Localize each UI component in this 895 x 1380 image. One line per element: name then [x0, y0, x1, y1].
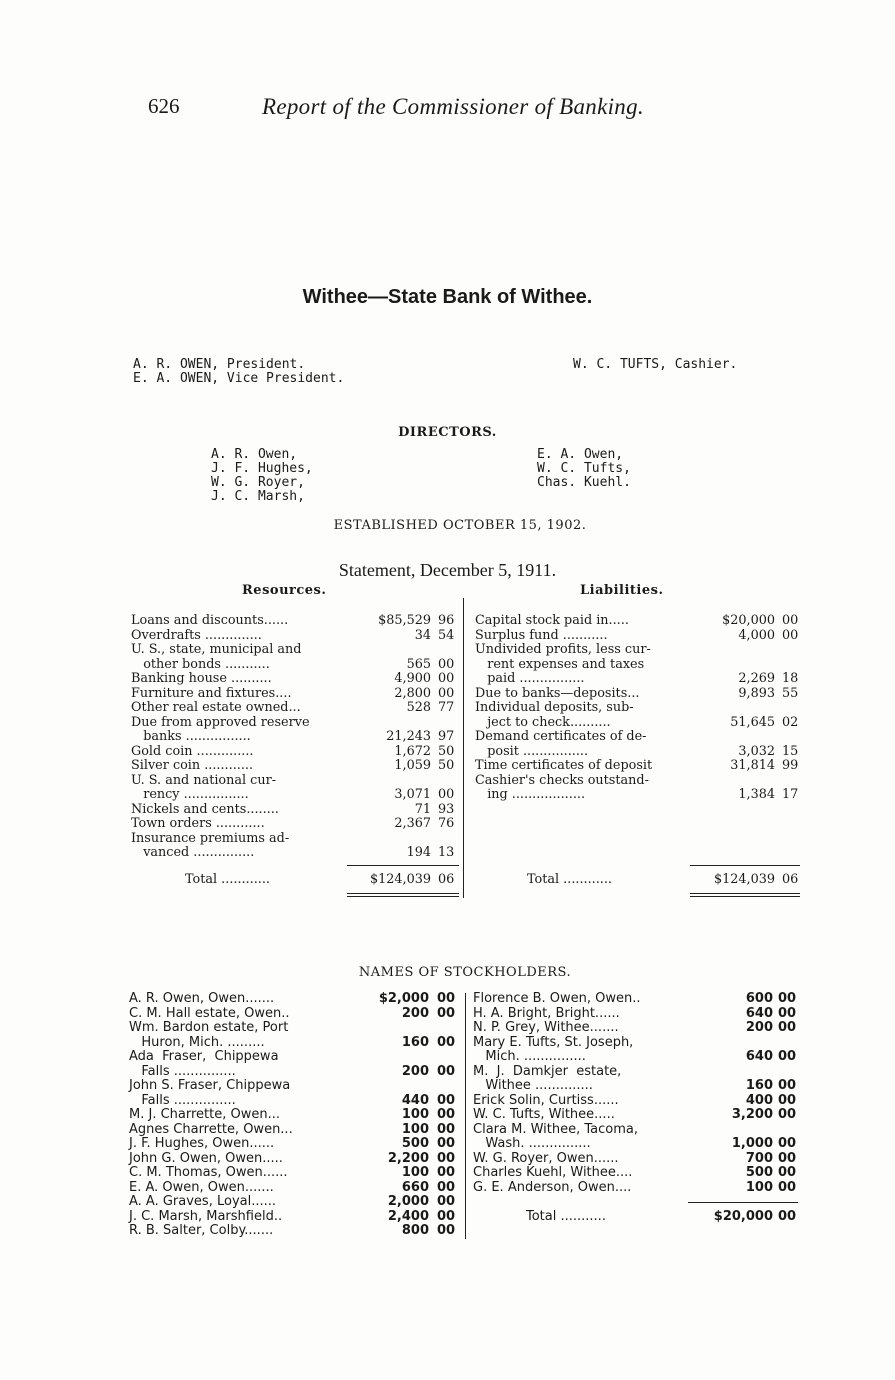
resource-row: [131, 658, 461, 673]
stockholder-row: [129, 1050, 459, 1065]
row-cents: 00: [437, 1179, 456, 1195]
resource-row: [131, 614, 461, 629]
row-label: G. E. Anderson, Owen....: [473, 1179, 632, 1195]
officer-vice-president: E. A. OWEN, Vice President.: [133, 371, 345, 386]
stockholder-row: [473, 1137, 803, 1152]
stockholder-row: [473, 1021, 803, 1036]
row-label: Furniture and fixtures....: [131, 685, 292, 701]
liability-row: [475, 716, 805, 731]
row-label: A. R. Owen, Owen.......: [129, 991, 275, 1006]
stockholder-row: [473, 1050, 803, 1065]
row-cents: 54: [438, 627, 455, 643]
row-label: Florence B. Owen, Owen..: [473, 991, 641, 1006]
stockholder-row: [129, 1210, 459, 1225]
row-amount: 640: [745, 1049, 773, 1064]
row-amount: 194: [406, 845, 431, 860]
liability-row: [475, 701, 805, 716]
row-label: Cashier's checks outstand-: [475, 772, 649, 788]
row-label: Undivided profits, less cur-: [475, 642, 651, 657]
established-date: ESTABLISHED OCTOBER 15, 1902.: [333, 518, 587, 533]
row-label: U. S. and national cur-: [131, 772, 277, 788]
stockholder-row: [473, 1108, 803, 1123]
row-label: M. J. Charrette, Owen...: [129, 1107, 280, 1122]
total-amount: $20,000: [713, 1209, 773, 1224]
row-label: Wash. ...............: [473, 1136, 591, 1151]
stockholder-row: [473, 1181, 803, 1196]
row-amount: 2,400: [387, 1208, 429, 1224]
row-amount: 100: [401, 1121, 429, 1137]
row-cents: 00: [437, 1150, 456, 1166]
bank-title: Withee—State Bank of Withee.: [302, 286, 593, 308]
row-amount: 34: [414, 627, 431, 643]
liabilities-heading: Liabilities.: [580, 583, 664, 598]
liability-row: [475, 629, 805, 644]
director: E. A. Owen,: [537, 447, 624, 462]
row-label: Overdrafts ..............: [131, 627, 262, 643]
row-label: C. M. Hall estate, Owen..: [129, 1005, 290, 1021]
row-cents: 17: [782, 787, 799, 802]
row-label: C. M. Thomas, Owen......: [129, 1165, 288, 1180]
row-cents: 50: [438, 758, 455, 773]
row-label: Individual deposits, sub-: [475, 700, 634, 715]
row-cents: 00: [437, 1136, 456, 1151]
row-cents: 00: [438, 787, 455, 802]
row-label: W. G. Royer, Owen......: [473, 1150, 619, 1166]
stockholder-row: [129, 1137, 459, 1152]
double-rule: [690, 896, 800, 897]
row-cents: 50: [438, 743, 455, 759]
column-divider: [463, 598, 464, 898]
director: W. G. Royer,: [211, 475, 305, 490]
row-amount: 2,800: [394, 685, 431, 701]
row-amount: 31,814: [730, 758, 775, 773]
row-label: Gold coin ..............: [131, 743, 254, 759]
row-label: Wm. Bardon estate, Port: [129, 1020, 289, 1035]
row-cents: 00: [438, 671, 455, 686]
row-amount: 9,893: [738, 685, 775, 701]
rule: [347, 865, 459, 866]
row-amount: $2,000: [378, 991, 429, 1006]
resource-row: [131, 774, 461, 789]
resource-row: [131, 701, 461, 716]
row-label: Insurance premiums ad-: [131, 830, 290, 846]
row-cents: 00: [778, 1136, 797, 1151]
row-cents: 00: [778, 1107, 797, 1122]
row-label: Agnes Charrette, Owen...: [129, 1121, 293, 1137]
row-label: paid ................: [475, 671, 585, 686]
row-amount: 500: [401, 1136, 429, 1151]
liability-row: [475, 658, 805, 673]
row-label: Huron, Mich. .........: [129, 1034, 265, 1050]
row-label: Charles Kuehl, Withee....: [473, 1165, 633, 1180]
row-label: M. J. Damkjer estate,: [473, 1063, 622, 1079]
row-amount: 51,645: [730, 714, 775, 730]
row-label: Town orders ............: [131, 816, 265, 831]
total-cents: 06: [438, 872, 455, 887]
total-amount: $124,039: [369, 872, 431, 887]
resource-row: [131, 716, 461, 731]
row-cents: 00: [778, 1020, 797, 1035]
row-label: Erick Solin, Curtiss......: [473, 1092, 619, 1108]
row-label: Loans and discounts......: [131, 613, 289, 628]
row-label: A. A. Graves, Loyal......: [129, 1194, 277, 1209]
row-cents: 00: [437, 1194, 456, 1209]
stockholders-left: [129, 992, 459, 1239]
liability-row: [475, 788, 805, 803]
row-label: other bonds ...........: [131, 656, 270, 672]
row-cents: 00: [437, 1165, 456, 1180]
liability-row: [475, 730, 805, 745]
row-cents: 00: [437, 1121, 456, 1137]
row-label: banks ................: [131, 729, 251, 744]
row-amount: $20,000: [722, 613, 775, 628]
row-label: Falls ...............: [129, 1063, 236, 1079]
stockholder-row: [129, 1079, 459, 1094]
resource-row: [131, 788, 461, 803]
row-cents: 96: [438, 613, 455, 628]
stockholder-row: [473, 1152, 803, 1167]
row-amount: 21,243: [386, 729, 431, 744]
row-label: Withee ..............: [473, 1078, 593, 1093]
liabilities-total-row: [475, 873, 805, 888]
row-cents: 02: [782, 714, 799, 730]
row-label: Mich. ...............: [473, 1049, 586, 1064]
stockholder-row: [129, 1152, 459, 1167]
double-rule: [690, 893, 800, 894]
stockholder-row: [129, 1123, 459, 1138]
liability-row: [475, 687, 805, 702]
row-amount: 160: [401, 1034, 429, 1050]
liability-row: [475, 672, 805, 687]
row-amount: 4,000: [738, 627, 775, 643]
row-amount: 565: [406, 656, 431, 672]
stockholder-row: [473, 1166, 803, 1181]
row-label: Capital stock paid in.....: [475, 613, 629, 628]
stockholder-row: [473, 992, 803, 1007]
row-amount: 660: [401, 1179, 429, 1195]
row-cents: 55: [782, 685, 799, 701]
liability-row: [475, 643, 805, 658]
stockholder-row: [473, 1079, 803, 1094]
statement-title: Statement, December 5, 1911.: [338, 560, 557, 580]
resource-row: [131, 730, 461, 745]
row-cents: 00: [437, 1223, 456, 1238]
row-cents: 00: [437, 1107, 456, 1122]
row-amount: 440: [401, 1092, 429, 1108]
row-label: Silver coin ............: [131, 758, 254, 773]
resource-row: [131, 759, 461, 774]
directors-right: [537, 448, 631, 490]
row-amount: 3,071: [394, 787, 431, 802]
total-cents: 06: [782, 872, 799, 887]
row-cents: 00: [438, 656, 455, 672]
row-cents: 76: [438, 816, 455, 831]
stockholder-row: [129, 1036, 459, 1051]
resources-table: [131, 614, 461, 861]
row-label: J. C. Marsh, Marshfield..: [129, 1208, 283, 1224]
liabilities-table: [475, 614, 805, 803]
resource-row: [131, 643, 461, 658]
stockholder-row: [473, 1094, 803, 1109]
row-label: U. S., state, municipal and: [131, 642, 302, 657]
row-amount: 100: [401, 1107, 429, 1122]
stockholder-row: [129, 1195, 459, 1210]
resource-row: [131, 817, 461, 832]
resource-row: [131, 687, 461, 702]
row-amount: 1,059: [394, 758, 431, 773]
row-amount: 2,000: [387, 1194, 429, 1209]
row-cents: 00: [437, 1034, 456, 1050]
row-cents: 00: [438, 685, 455, 701]
row-label: N. P. Grey, Withee.......: [473, 1020, 619, 1035]
row-cents: 00: [782, 613, 799, 628]
row-amount: 3,032: [738, 743, 775, 759]
row-amount: 200: [745, 1020, 773, 1035]
liability-row: [475, 614, 805, 629]
row-cents: 00: [778, 1092, 797, 1108]
stockholder-row: [129, 1007, 459, 1022]
row-amount: 800: [401, 1223, 429, 1238]
resource-row: [131, 629, 461, 644]
row-label: rent expenses and taxes: [475, 656, 645, 672]
row-label: vanced ...............: [131, 845, 255, 860]
rule: [688, 1202, 798, 1203]
stockholder-row: [129, 1021, 459, 1036]
row-cents: 00: [778, 1078, 797, 1093]
row-cents: 15: [782, 743, 799, 759]
row-cents: 00: [437, 1063, 456, 1079]
row-cents: 00: [437, 1092, 456, 1108]
row-cents: 00: [437, 1005, 456, 1021]
row-label: H. A. Bright, Bright......: [473, 1005, 620, 1021]
director: W. C. Tufts,: [537, 461, 631, 476]
officer-cashier: W. C. TUFTS, Cashier.: [573, 357, 738, 372]
row-cents: 00: [778, 1049, 797, 1064]
double-rule: [347, 893, 459, 894]
liability-row: [475, 745, 805, 760]
row-amount: 600: [745, 991, 773, 1006]
stockholder-row: [129, 1108, 459, 1123]
row-amount: 2,367: [394, 816, 431, 831]
stockholder-row: [129, 1094, 459, 1109]
director: Chas. Kuehl.: [537, 475, 631, 490]
stockholder-row: [473, 1036, 803, 1051]
resources-total: [131, 873, 461, 888]
row-amount: $85,529: [378, 613, 431, 628]
row-label: Demand certificates of de-: [475, 729, 647, 744]
row-label: E. A. Owen, Owen.......: [129, 1179, 274, 1195]
stockholder-row: [129, 1065, 459, 1080]
directors-left: [211, 448, 313, 504]
row-amount: 100: [401, 1165, 429, 1180]
row-label: posit ................: [475, 743, 589, 759]
row-label: Falls ...............: [129, 1092, 236, 1108]
row-cents: 00: [778, 1179, 797, 1195]
total-label: Total ............: [185, 872, 270, 887]
stockholder-row: [473, 1123, 803, 1138]
row-amount: 2,200: [387, 1150, 429, 1166]
stockholders-heading: NAMES OF STOCKHOLDERS.: [358, 965, 572, 980]
total-label: Total ...........: [526, 1209, 606, 1224]
rule: [690, 865, 800, 866]
stockholders-total: [473, 1210, 803, 1225]
row-cents: 13: [438, 845, 455, 860]
row-amount: 200: [401, 1005, 429, 1021]
row-cents: 00: [778, 991, 797, 1006]
stockholder-row: [129, 1181, 459, 1196]
row-cents: 00: [778, 1005, 797, 1021]
row-label: Other real estate owned...: [131, 700, 301, 715]
row-cents: 97: [438, 729, 455, 744]
resource-row: [131, 803, 461, 818]
row-label: ject to check..........: [475, 714, 611, 730]
total-label: Total ............: [527, 872, 612, 887]
stockholder-row: [129, 1224, 459, 1239]
row-amount: 1,000: [731, 1136, 773, 1151]
double-rule: [347, 896, 459, 897]
row-cents: 99: [782, 758, 799, 773]
directors-heading: DIRECTORS.: [398, 425, 497, 440]
director: A. R. Owen,: [211, 447, 298, 462]
row-amount: 700: [745, 1150, 773, 1166]
row-cents: 00: [437, 1208, 456, 1224]
stockholder-row: [473, 1007, 803, 1022]
row-cents: 93: [438, 801, 455, 817]
row-label: John S. Fraser, Chippewa: [129, 1078, 291, 1093]
row-label: J. F. Hughes, Owen......: [129, 1136, 275, 1151]
row-label: Banking house ..........: [131, 671, 272, 686]
row-label: ing ..................: [475, 787, 586, 802]
row-label: Time certificates of deposit: [475, 758, 653, 773]
row-label: Due to banks—deposits...: [475, 685, 640, 701]
row-amount: 1,672: [394, 743, 431, 759]
officer-president: A. R. OWEN, President.: [133, 357, 306, 372]
page-number: 626: [148, 94, 180, 118]
resource-row: [131, 846, 461, 861]
row-amount: 400: [745, 1092, 773, 1108]
liability-row: [475, 759, 805, 774]
row-amount: 3,200: [731, 1107, 773, 1122]
total-cents: 00: [778, 1209, 797, 1224]
row-label: Nickels and cents........: [131, 801, 279, 817]
row-label: Surplus fund ...........: [475, 627, 608, 643]
row-label: Due from approved reserve: [131, 714, 310, 730]
stockholders-total-row: [473, 1210, 803, 1225]
row-label: Clara M. Withee, Tacoma,: [473, 1121, 638, 1137]
row-amount: 100: [745, 1179, 773, 1195]
row-label: R. B. Salter, Colby.......: [129, 1223, 274, 1238]
row-amount: 2,269: [738, 671, 775, 686]
row-amount: 640: [745, 1005, 773, 1021]
row-amount: 4,900: [394, 671, 431, 686]
row-cents: 00: [437, 991, 456, 1006]
resource-row: [131, 745, 461, 760]
row-cents: 00: [778, 1150, 797, 1166]
liability-row: [475, 774, 805, 789]
resources-total-row: [131, 873, 461, 888]
row-amount: 200: [401, 1063, 429, 1079]
stockholder-row: [129, 1166, 459, 1181]
total-amount: $124,039: [713, 872, 775, 887]
row-label: Mary E. Tufts, St. Joseph,: [473, 1034, 634, 1050]
stockholders-right: [473, 992, 803, 1195]
liabilities-total: [475, 873, 805, 888]
row-amount: 160: [745, 1078, 773, 1093]
row-amount: 528: [406, 700, 431, 715]
resources-heading: Resources.: [242, 583, 327, 598]
director: J. C. Marsh,: [211, 489, 305, 504]
row-amount: 500: [745, 1165, 773, 1180]
row-label: John G. Owen, Owen.....: [129, 1150, 283, 1166]
officers-left: [133, 358, 344, 386]
row-label: W. C. Tufts, Withee.....: [473, 1107, 615, 1122]
row-label: Ada Fraser, Chippewa: [129, 1049, 279, 1064]
row-label: rency ................: [131, 787, 249, 802]
row-amount: 1,384: [738, 787, 775, 802]
column-divider: [465, 993, 466, 1239]
stockholder-row: [129, 992, 459, 1007]
running-title: Report of the Commissioner of Banking.: [262, 94, 644, 119]
row-cents: 18: [782, 671, 799, 686]
row-cents: 00: [778, 1165, 797, 1180]
stockholder-row: [473, 1065, 803, 1080]
director: J. F. Hughes,: [211, 461, 313, 476]
row-cents: 77: [438, 700, 455, 715]
row-amount: 71: [414, 801, 431, 817]
resource-row: [131, 672, 461, 687]
row-cents: 00: [782, 627, 799, 643]
resource-row: [131, 832, 461, 847]
